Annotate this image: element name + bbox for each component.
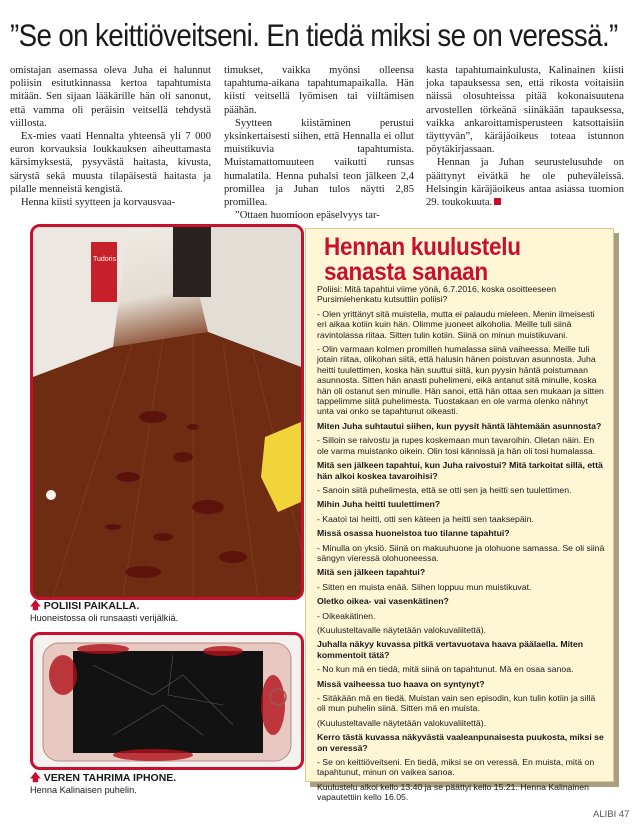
paragraph: omistajan asemassa oleva Juha ei halunnut poliisin esitutkinnassa kertoa tapahtumista mitään. Sen sijaan lääkärille hän oli sanonut, että vamma oli peräisin veitsellä tehdystä viillosta.: [10, 65, 211, 129]
iphone-photo: [30, 632, 304, 770]
answer-text: - Silloin se raivostu ja rupes koskemaan mun tavaroihin. Oletan näin. En ole varma muistanko oikein. Olin tosi kännissä ja hän oli tosi humalassa.: [317, 435, 596, 456]
photo2-caption-title: [30, 772, 176, 784]
question-text: Missä vaiheessa tuo haava on syntynyt?: [317, 678, 485, 689]
answer-text: - Se on keittiöveitseni. En tiedä, miksi se on veressä. En muista, mitä on tapahtunut, minun on vaikea sanoa.: [317, 757, 595, 778]
paragraph: ”Ottaen huomioon epäselvyys tar-: [235, 210, 380, 222]
answer-text: - Olin varmaan kolmen promillen humalassa siinä vaiheessa. Meille tuli jotain riitaa, olikohan siitä, että halusin hänen poistuvan asunnosta. Juha heitti tuulettimen, koska hän suuttui siitä, kun pyysin häntä poistumaan asunnosta. Sitten hän anasti puhelimeni, eikä antanut sitä minulle, koska hän oli ostanut sen minulle. Hän sanoi, että hän ottaa sen mukaan ja sitten tappelimme siitä puhelimesta. Tuostakaan en ole varma olenko nähnyt unta vai onko se tapahtunut oikeasti.: [317, 344, 604, 417]
iphone-drawing: [33, 635, 301, 767]
interrogation-transcript: [317, 284, 605, 807]
arrow-up-icon: 🡅: [30, 772, 41, 784]
end-mark-icon: [494, 198, 501, 205]
paragraph: Ex-mies vaati Hennalta yhteensä yli 7 000 euron korvauksia loukkauksen aiheuttamasta kärsimyksestä, pysyvästä haitasta, kivusta, särystä sekä muusta tilapäisestä haitasta ja pilalle menneistä kengistä.: [10, 131, 211, 195]
photo1-caption-title: [30, 600, 139, 612]
answer-text: - Minulla on yksiö. Siinä on makuuhuone ja olohuone samassa. Se oli siinä sängyn vieressä olohuoneessa.: [317, 542, 605, 563]
headline: ”Se on keittiöveitseni. En tiedä miksi se on veressä.”: [10, 17, 618, 53]
store-sign-text: Tudoris: [93, 256, 117, 263]
paragraph: Henna kiisti syytteen ja korvausvaa-: [21, 197, 176, 209]
answer-text: (Kuulusteltavalle näytetään valokuvaliitettä).: [317, 624, 487, 635]
answer-text: (Kuulusteltavalle näytetään valokuvaliitettä).: [317, 717, 487, 728]
photo2-caption-text: Henna Kalinaisen puhelin.: [30, 785, 137, 795]
answer-text: Poliisi: Mitä tapahtui viime yönä, 6.7.2016, koska osoitteeseen Pursimiehenkatu kutsuttiin poliisi?: [317, 284, 557, 305]
answer-text: Kuulustelu alkoi kello 13.40 ja se päättyi kello 15.21. Henna Kalinainen vapautettiin kello 16.05.: [317, 781, 589, 803]
interrogation-box: [305, 228, 614, 803]
caption-title-text: VEREN TAHRIMA IPHONE.: [43, 772, 177, 784]
question-text: Mitä sen jälkeen tapahtui, kun Juha raivostui? Mitä tarkoitat sillä, että hän alkoi koskea tavaroihisi?: [317, 460, 603, 481]
answer-text: - No kun mä en tiedä, mitä siinä on tapahtunut. Mä en osaa sanoa.: [317, 664, 574, 675]
answer-text: - Oikeakätinen.: [317, 610, 376, 621]
paragraph: Syytteen kiistäminen perustui yksinkertaisesti siihen, että Hennalla ei ollut muistikuvia tapahtumista. Muistamattomuuteen vaikutti runsas humalatila. Henna puhalsi teon jälkeen 2,4 promillea ja Juhan tulos näytti 2,85 promillea.: [224, 117, 414, 209]
caption-title-text: POLIISI PAIKALLA.: [43, 600, 140, 612]
paragraph-final: [426, 156, 624, 209]
answer-text: - Kaatoi tai heitti, otti sen käteen ja heitti sen taaksepäin.: [317, 513, 534, 524]
page-number: ALIBI 47: [593, 809, 630, 820]
crime-scene-drawing: [33, 227, 301, 597]
paragraph: kasta tapahtumainkulusta, Kalinainen kiisti joka tapauksessa sen, että rikosta voitaisiin näissä olosuhteissa pitää kokonaisuutena arvostellen törkeänä siinäkään tapauksessa, vaikka ankaroittamisperusteen katsottaisiin täyttyvän”, käräjäoikeus toteaa istunnon pöytäkirjassaan.: [426, 65, 624, 156]
answer-text: - Sitäkään mä en tiedä. Muistan vain sen episodin, kun tulin kotiin ja sillä oli mun puhelin siinä. Sitten mä en muista.: [317, 693, 596, 714]
question-text: Miten Juha suhtautui siihen, kun pyysit häntä lähtemään asunnosta?: [317, 420, 602, 431]
crime-scene-photo: [30, 224, 304, 600]
answer-text: - Olen yrittänyt sitä muistella, mutta ei palaudu mieleen. Menin ilmeisesti eri aikaa kotiin kuin hän. Olimme juoneet alkoholia. Meille tuli siinä ravintolassa riitaa. Sitten tulin kotiin. Siinä on minun muistikuvani.: [317, 308, 595, 340]
answer-text: - Sanoin siitä puhelimesta, että se otti sen ja heitti sen tuulettimen.: [317, 484, 572, 495]
photo1-caption-text: Huoneistossa oli runsaasti verijälkiä.: [30, 613, 179, 623]
question-text: Mitä sen jälkeen tapahtui?: [317, 567, 426, 578]
question-text: Juhalla näkyy kuvassa pitkä vertavuotava haava päälaella. Miten kommentoit tätä?: [317, 639, 584, 660]
arrow-up-icon: 🡅: [30, 600, 41, 612]
question-text: Oletko oikea- vai vasenkätinen?: [317, 596, 449, 607]
paragraph: timukset, vaikka myönsi olleensa tapahtuma-aikana tapahtumapaikalla. Hän kiisti veitsellä lyömisen tai viiltämisen päähän.: [224, 65, 414, 116]
question-text: Kerro tästä kuvassa näkyvästä vaaleanpunaisesta puukosta, miksi se on veressä?: [317, 732, 604, 753]
question-text: Mihin Juha heitti tuulettimen?: [317, 499, 441, 510]
final-text: Hennan ja Juhan seurustelusuhde on päättynyt eivätkä he ole puheväleissä. Helsingin käräjäoikeus antaa asiassa tuomion 29. toukokuuta.: [426, 157, 624, 209]
question-text: Missä osassa huoneistoa tuo tilanne tapahtui?: [317, 528, 510, 539]
article-column-2: [224, 64, 414, 222]
article-column-3: [426, 64, 624, 209]
answer-text: - Sitten en muista enää. Siihen loppuu mun muistikuvat.: [317, 581, 532, 592]
article-column-1: [10, 64, 211, 209]
box-title: Hennan kuulustelu sanasta sanaan: [324, 233, 521, 286]
